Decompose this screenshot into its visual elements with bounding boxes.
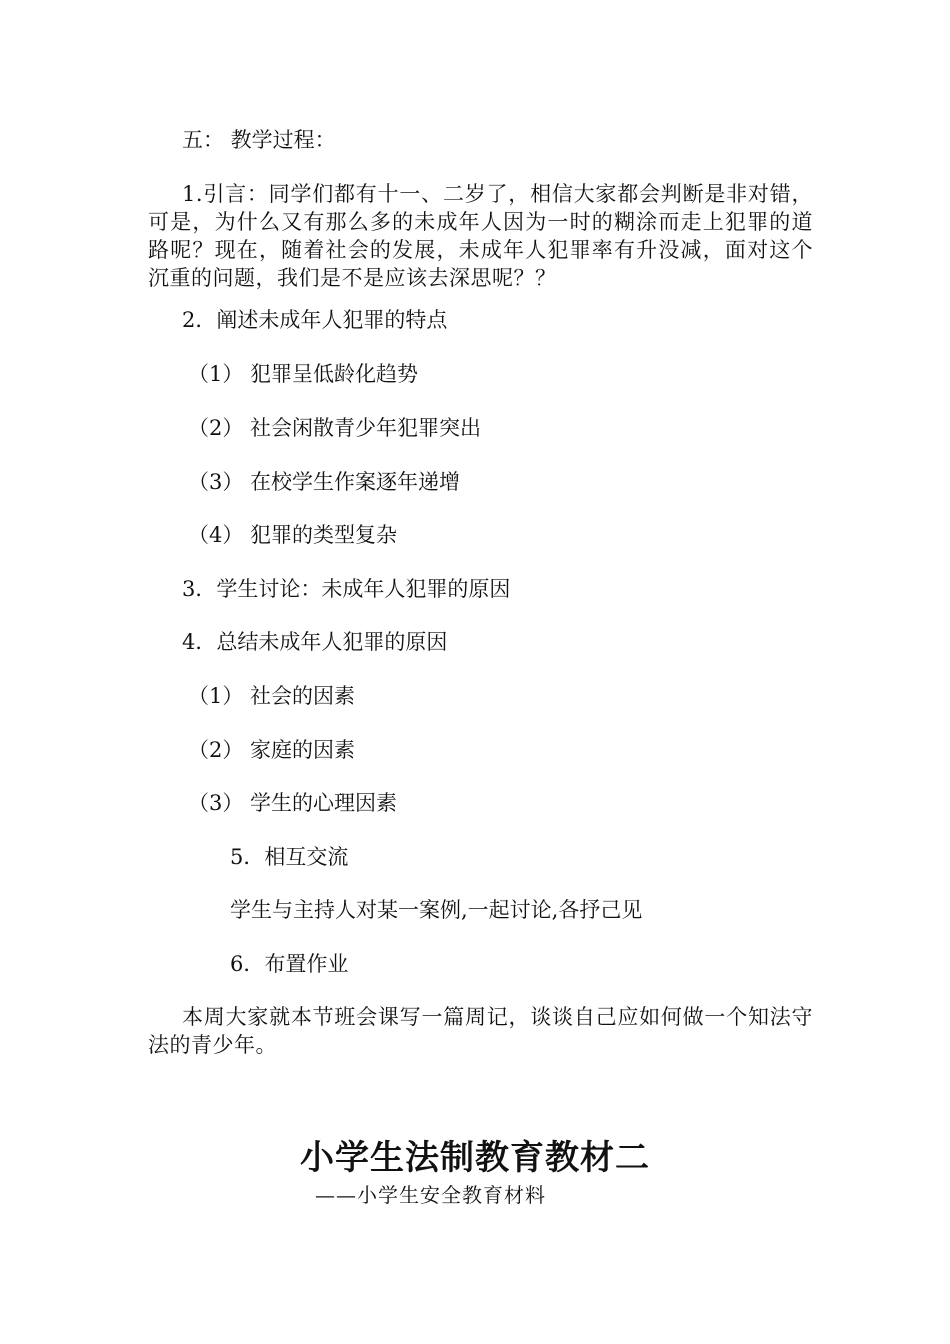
point-5-heading: 5．相互交流 — [230, 845, 349, 869]
point-3-heading: 3．学生讨论：未成年人犯罪的原因 — [182, 577, 511, 601]
homework-paragraph: 本周大家就本节班会课写一篇周记，谈谈自己应如何做一个知法守法的青少年。 — [148, 1005, 813, 1057]
point-5-detail: 学生与主持人对某一案例,一起讨论,各抒己见 — [230, 898, 643, 922]
feature-item: （2） 社会闲散青少年犯罪突出 — [188, 416, 482, 440]
next-section-subtitle: ——小学生安全教育材料 — [315, 1183, 546, 1207]
cause-item: （1） 社会的因素 — [188, 684, 356, 708]
intro-paragraph: 1.引言：同学们都有十一、二岁了，相信大家都会判断是非对错，可是，为什么又有那么多的未成年人因为一时的糊涂而走上犯罪的道路呢？现在，随着社会的发展，未成年人犯罪率有升没减，面对这个沉重的问题，我们是不是应该去深思呢？？ — [148, 182, 813, 290]
next-section-title: 小学生法制教育教材二 — [300, 1138, 650, 1178]
point-6-heading: 6．布置作业 — [230, 952, 349, 976]
section-heading: 五： 教学过程： — [182, 128, 336, 152]
feature-item: （4） 犯罪的类型复杂 — [188, 523, 398, 547]
feature-item: （3） 在校学生作案逐年递增 — [188, 470, 461, 494]
cause-item: （3） 学生的心理因素 — [188, 791, 398, 815]
point-2-heading: 2．阐述未成年人犯罪的特点 — [182, 308, 448, 332]
cause-item: （2） 家庭的因素 — [188, 738, 356, 762]
feature-item: （1） 犯罪呈低龄化趋势 — [188, 362, 419, 386]
point-4-heading: 4．总结未成年人犯罪的原因 — [182, 630, 448, 654]
